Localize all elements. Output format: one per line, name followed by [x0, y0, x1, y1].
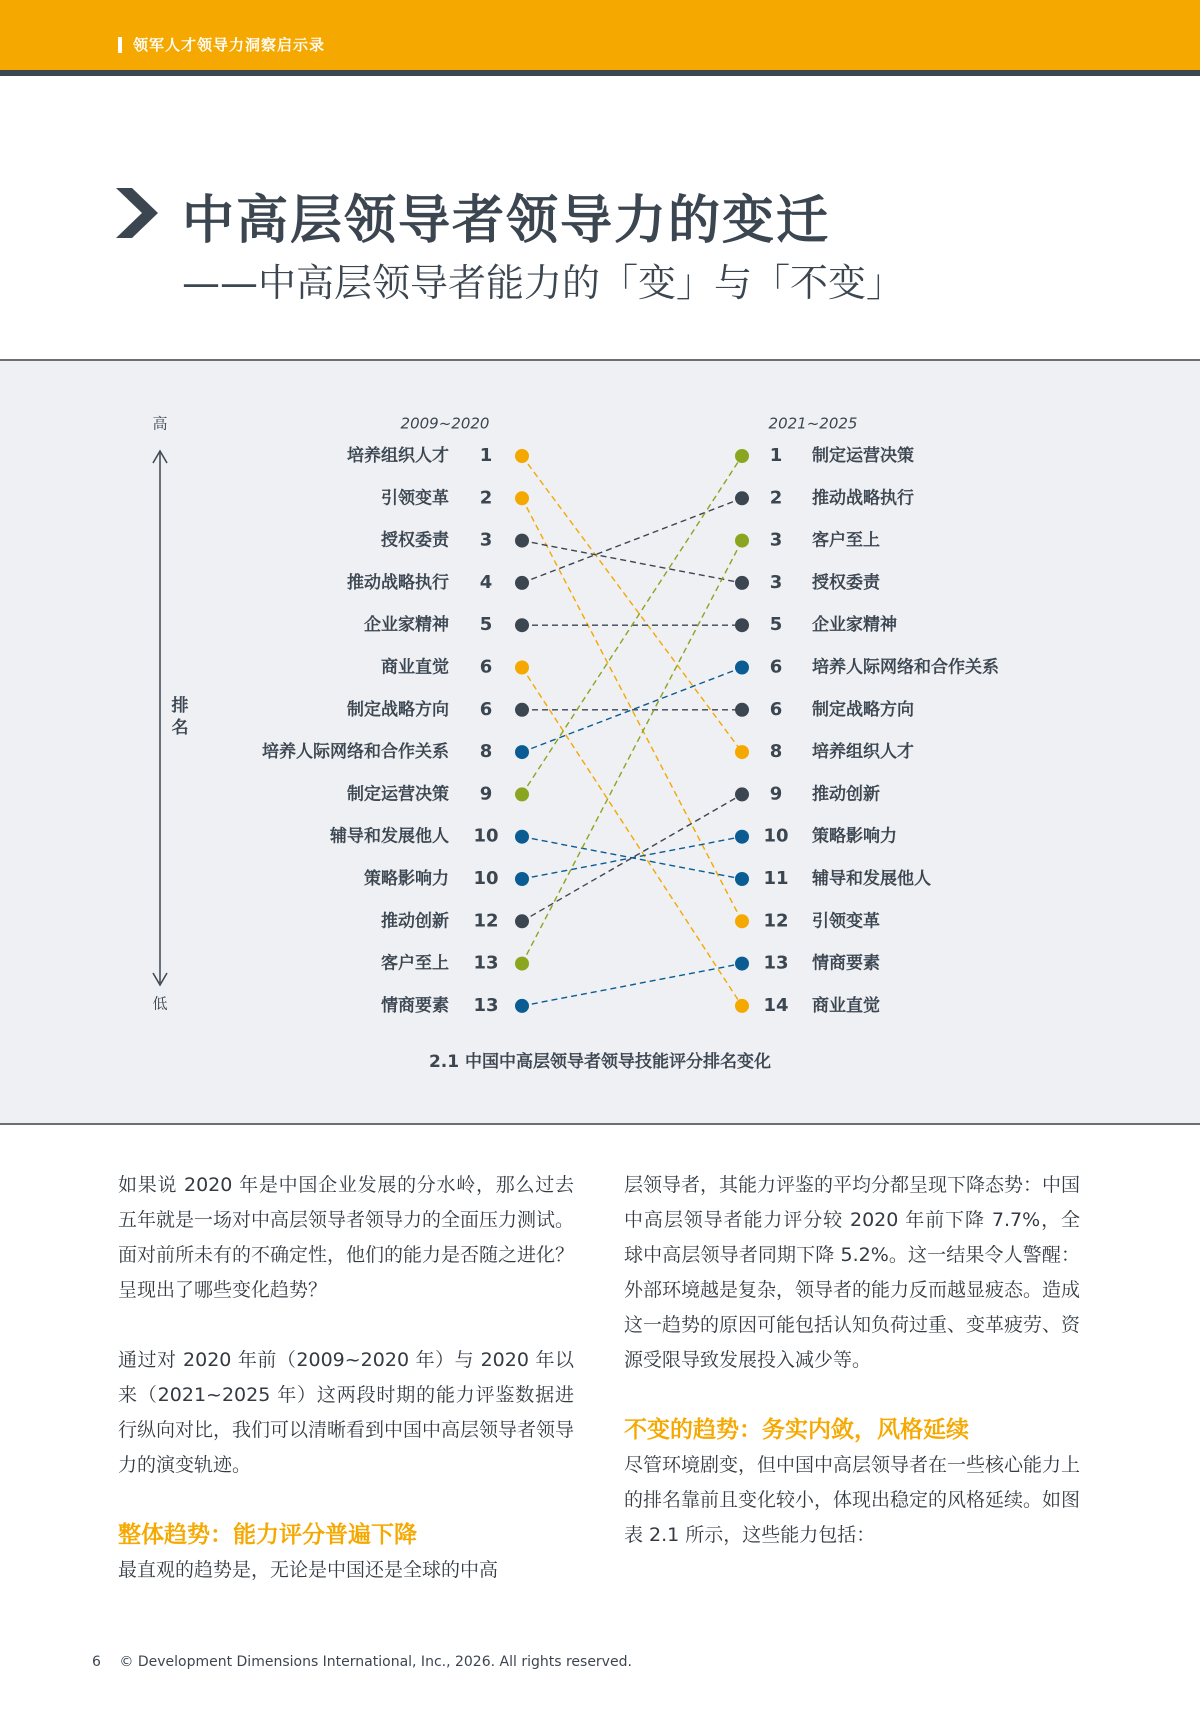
left-rank-label: 13	[473, 994, 499, 1016]
paragraph: 通过对 2020 年前（2009~2020 年）与 2020 年以来（2021~2025 年）这两段时期的能力评鉴数据进行纵向对比，我们可以清晰看到中国中高层领导者领导力的演变轨迹。	[118, 1349, 575, 1476]
slope-chart	[0, 361, 1200, 1041]
left-point	[515, 576, 529, 590]
right-point	[735, 914, 749, 928]
right-skill-label: 企业家精神	[812, 615, 897, 636]
left-rank-label: 1	[479, 445, 493, 466]
connector-line	[522, 498, 742, 583]
left-skill-label: 情商要素	[381, 995, 449, 1016]
connector-line	[522, 668, 742, 1006]
left-skill-label: 推动战略执行	[347, 572, 449, 593]
right-rank-label: 5	[769, 614, 783, 636]
left-rank-label: 4	[479, 571, 493, 593]
right-skill-label: 推动战略执行	[812, 488, 914, 509]
page-subtitle: ——中高层领导者能力的「变」与「不变」	[182, 261, 905, 305]
left-point	[515, 914, 529, 928]
right-skill-label: 策略影响力	[812, 826, 897, 847]
right-point	[735, 449, 749, 463]
left-period-label: 2009~2020	[400, 414, 490, 433]
left-skill-label: 辅导和发展他人	[330, 826, 449, 847]
right-point	[735, 830, 749, 844]
left-rank-label: 13	[473, 952, 499, 974]
left-skill-label: 引领变革	[381, 488, 449, 509]
copyright: © Development Dimensions International, Inc., 2026. All rights reserved.	[119, 1654, 632, 1670]
right-skill-label: 培养组织人才	[812, 742, 914, 763]
right-period-label: 2021~2025	[768, 414, 858, 433]
left-point	[515, 661, 529, 675]
left-skill-label: 商业直觉	[381, 657, 449, 678]
left-point	[515, 787, 529, 801]
right-rank-label: 12	[763, 910, 789, 932]
right-point	[735, 745, 749, 759]
right-point	[735, 618, 749, 632]
left-rank-label: 9	[479, 783, 493, 805]
right-point	[735, 491, 749, 505]
header-bar	[0, 0, 1200, 76]
right-point	[735, 957, 749, 971]
axis-high-label: 高	[152, 414, 168, 433]
left-point	[515, 534, 529, 548]
axis-low-label: 低	[152, 994, 168, 1013]
right-skill-label: 授权委责	[812, 572, 880, 593]
right-rank-label: 6	[769, 656, 783, 678]
left-skill-label: 策略影响力	[364, 869, 449, 889]
right-skill-label: 引领变革	[812, 911, 880, 932]
left-point	[515, 872, 529, 886]
right-rank-label: 3	[769, 529, 783, 551]
left-point	[515, 957, 529, 971]
left-point	[515, 745, 529, 759]
left-rank-label: 8	[479, 741, 493, 763]
left-skill-label: 培养人际网络和合作关系	[262, 742, 449, 763]
right-skill-label: 商业直觉	[812, 995, 880, 1016]
right-point	[735, 576, 749, 590]
section-heading: 不变的趋势：务实内敛，风格延续	[624, 1417, 969, 1443]
body-right-column	[624, 1168, 1080, 1588]
right-skill-label: 客户至上	[812, 530, 880, 551]
right-rank-label: 8	[769, 741, 783, 763]
left-rank-label: 5	[479, 614, 493, 636]
left-point	[515, 491, 529, 505]
left-rank-label: 10	[473, 825, 499, 847]
page-title: 中高层领导者领导力的变迁	[182, 191, 831, 251]
left-rank-label: 10	[473, 868, 499, 889]
paragraph: 如果说 2020 年是中国企业发展的分水岭，那么过去五年就是一场对中高层领导者领导力的全面压力测试。面对前所未有的不确定性，他们的能力是否随之进化？呈现出了哪些变化趋势？	[118, 1174, 575, 1301]
section-heading: 整体趋势：能力评分普遍下降	[118, 1522, 417, 1548]
axis-title-char: 名	[171, 718, 189, 738]
right-skill-label: 制定战略方向	[812, 699, 914, 720]
chevron-right-icon	[116, 188, 158, 238]
right-point	[735, 787, 749, 801]
right-rank-label: 2	[769, 487, 783, 509]
right-point	[735, 703, 749, 717]
paragraph: 层领导者，其能力评鉴的平均分都呈现下降态势：中国中高层领导者能力评分较 2020 年前下降 7.7%，全球中高层领导者同期下降 5.2%。这一结果令人警醒：外部环境越是复杂，领导者的能力反而越显疲态。造成这一趋势的原因可能包括认知负荷过重、变革疲劳、资源受限导致发展投入减少等。	[624, 1174, 1081, 1371]
right-rank-label: 9	[769, 783, 783, 805]
right-skill-label: 培养人际网络和合作关系	[812, 657, 999, 678]
header-label: 领军人才领导力洞察启示录	[133, 36, 326, 54]
left-skill-label: 客户至上	[381, 953, 449, 974]
axis-title-char: 排	[171, 696, 189, 716]
left-point	[515, 618, 529, 632]
left-point	[515, 999, 529, 1013]
left-skill-label: 培养组织人才	[347, 446, 449, 466]
left-rank-label: 3	[479, 529, 493, 551]
left-point	[515, 449, 529, 463]
right-point	[735, 534, 749, 548]
right-rank-label: 3	[769, 571, 783, 593]
left-point	[515, 830, 529, 844]
left-skill-label: 推动创新	[381, 911, 449, 932]
left-rank-label: 6	[479, 656, 493, 678]
right-point	[735, 999, 749, 1013]
right-skill-label: 制定运营决策	[812, 446, 914, 466]
left-skill-label: 制定运营决策	[347, 784, 449, 805]
chart-caption: 2.1 中国中高层领导者领导技能评分排名变化	[428, 1052, 772, 1072]
left-rank-label: 2	[479, 487, 493, 509]
left-rank-label: 6	[479, 698, 493, 720]
left-rank-label: 12	[473, 910, 499, 932]
chart-panel	[0, 359, 1200, 1125]
right-rank-label: 1	[769, 445, 783, 466]
header-marker	[118, 37, 122, 53]
footer	[92, 1654, 632, 1670]
right-point	[735, 661, 749, 675]
right-rank-label: 6	[769, 698, 783, 720]
connector-line	[522, 964, 742, 1006]
left-point	[515, 703, 529, 717]
paragraph: 最直观的趋势是，无论是中国还是全球的中高	[118, 1559, 499, 1581]
right-rank-label: 10	[763, 825, 789, 847]
left-skill-label: 授权委责	[381, 530, 449, 551]
right-skill-label: 辅导和发展他人	[812, 869, 931, 889]
right-skill-label: 情商要素	[812, 953, 880, 974]
body-left-column	[118, 1168, 574, 1623]
right-point	[735, 872, 749, 886]
paragraph: 尽管环境剧变，但中国中高层领导者在一些核心能力上的排名靠前且变化较小，体现出稳定的风格延续。如图表 2.1 所示，这些能力包括：	[624, 1454, 1081, 1546]
right-rank-label: 11	[763, 868, 789, 889]
left-skill-label: 制定战略方向	[347, 699, 449, 720]
left-skill-label: 企业家精神	[364, 615, 449, 636]
right-rank-label: 13	[763, 952, 789, 974]
right-skill-label: 推动创新	[812, 784, 880, 805]
right-rank-label: 14	[763, 994, 789, 1016]
page-number: 6	[92, 1654, 101, 1670]
